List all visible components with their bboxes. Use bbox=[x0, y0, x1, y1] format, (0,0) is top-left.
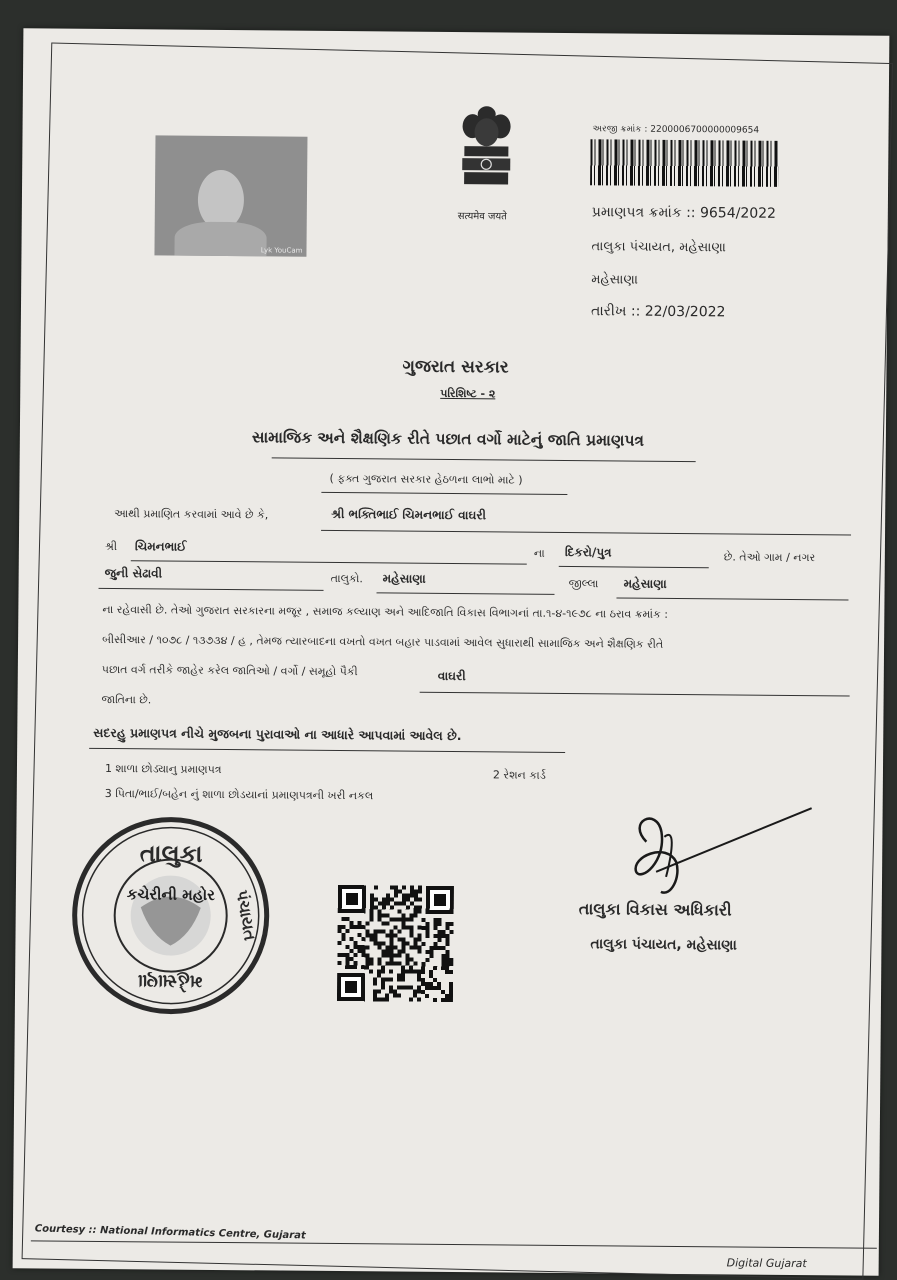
benefit-note: ( ફક્ત ગુજરાત સરકાર હેઠળના લાભો માટે ) bbox=[329, 471, 523, 487]
issue-date: તારીખ :: 22/03/2022 bbox=[590, 303, 726, 321]
seal-top-text: તાલુકા bbox=[139, 839, 203, 868]
barcode bbox=[590, 139, 778, 187]
seal-right-text: પંચાયત bbox=[232, 888, 260, 942]
government-title: ગુજરાત સરકાર bbox=[402, 356, 509, 378]
holder-photo bbox=[154, 135, 307, 256]
certificate-sheet bbox=[13, 28, 890, 1276]
evidence-item-1: 1 શાળા છોડ્યાનુ પ્રમાણપત્ર bbox=[104, 761, 222, 777]
courtesy-note: Courtesy :: National Informatics Centre, Gujarat bbox=[34, 1223, 306, 1242]
certify-intro: આથી પ્રમાણિત કરવામાં આવે છે કે, bbox=[114, 507, 269, 522]
evidence-item-2: 2 રેશન કાર્ડ bbox=[492, 768, 546, 782]
paragraph-line-3: પછાત વર્ગ તરીકે જાહેર કરેલ જાતિઓ / વર્ગો / સમૂહો પૈકી bbox=[101, 662, 358, 679]
emblem-motto: सत्यमेव जयते bbox=[457, 211, 507, 223]
annexure-label: પરિશિષ્ટ - ૨ bbox=[440, 386, 496, 401]
relation-value: દિકરો/પુત્ર bbox=[564, 544, 612, 560]
taluka-value: મહેસાણા bbox=[382, 571, 426, 586]
district-label: જીલ્લા bbox=[568, 577, 599, 591]
paragraph-line-2: બીસીઆર / ૧૦૭૮ / ૧૩૭૩૪ / હ , તેમજ ત્યારબાદના વખતો વખત બહાર પાડવામાં આવેલ સુધારાથી સામાજિક અને શૈક્ષણિક રીતે bbox=[102, 632, 664, 651]
seal-center-text: કચેરીની મહોર bbox=[126, 885, 215, 904]
caste-value: વાઘરી bbox=[437, 668, 466, 684]
photo-caption: Lyk YouCam bbox=[260, 246, 303, 255]
certificate-title: સામાજિક અને શૈક્ષણિક રીતે પછાત વર્ગો માટેનું જાતિ પ્રમાણપત્ર bbox=[251, 428, 645, 450]
shri-label: શ્રી bbox=[104, 539, 118, 554]
taluka-label: તાલુકો. bbox=[330, 571, 364, 586]
seal-bottom-text: મહેસાણા bbox=[137, 970, 203, 992]
digital-gujarat-brand: Digital Gujarat bbox=[726, 1256, 807, 1271]
certificate-number: પ્રમાણપત્ર ક્રમાંક :: 9654/2022 bbox=[591, 204, 777, 222]
village-value: જુની સેઢાવી bbox=[104, 565, 163, 581]
holder-name: શ્રી ભક્તિભાઈ ચિમનભાઈ વાઘરી bbox=[331, 506, 487, 523]
officer-signature bbox=[616, 801, 817, 913]
issuing-district: મહેસાણા bbox=[591, 272, 638, 288]
taluka-panchayat-seal bbox=[70, 815, 272, 1017]
qr-code bbox=[337, 884, 454, 1003]
paragraph-line-1: ના રહેવાસી છે. તેઓ ગુજરાત સરકારના મજૂર , સમાજ કલ્યાણ અને આદિજાતિ વિકાસ વિભાગનાં તા.૧-૪-૧૯૭૮ ના ઠરાવ ક્રમાંક : bbox=[102, 602, 669, 621]
photo-body-shape bbox=[174, 222, 266, 257]
signatory-office: તાલુકા પંચાયત, મહેસાણા bbox=[590, 936, 737, 954]
father-name: ચિમનભાઈ bbox=[134, 539, 187, 554]
paragraph-line-4: જાતિના છે. bbox=[101, 692, 152, 707]
issuing-office: તાલુકા પંચાયત, મહેસાણા bbox=[591, 239, 726, 256]
na-label: ના bbox=[533, 546, 545, 560]
national-emblem-icon bbox=[450, 102, 523, 203]
signatory-designation: તાલુકા વિકાસ અધિકારી bbox=[578, 899, 732, 920]
district-value: મહેસાણા bbox=[623, 576, 667, 591]
application-number: અરજી ક્રમાંક : 2200006700000009654 bbox=[592, 124, 760, 136]
village-label: છે. તેઓ ગામ / નગર bbox=[723, 550, 816, 565]
evidence-item-3: 3 પિતા/ભાઈ/બહેન નું શાળા છોડયાનાં પ્રમાણપત્રની ખરી નકલ bbox=[104, 786, 374, 803]
evidence-heading: સદરહુ પ્રમાણપત્ર નીચે મુજબના પુરાવાઓ ના આધારે આપવામાં આવેલ છે. bbox=[93, 724, 462, 744]
certificate-border bbox=[22, 42, 893, 1279]
